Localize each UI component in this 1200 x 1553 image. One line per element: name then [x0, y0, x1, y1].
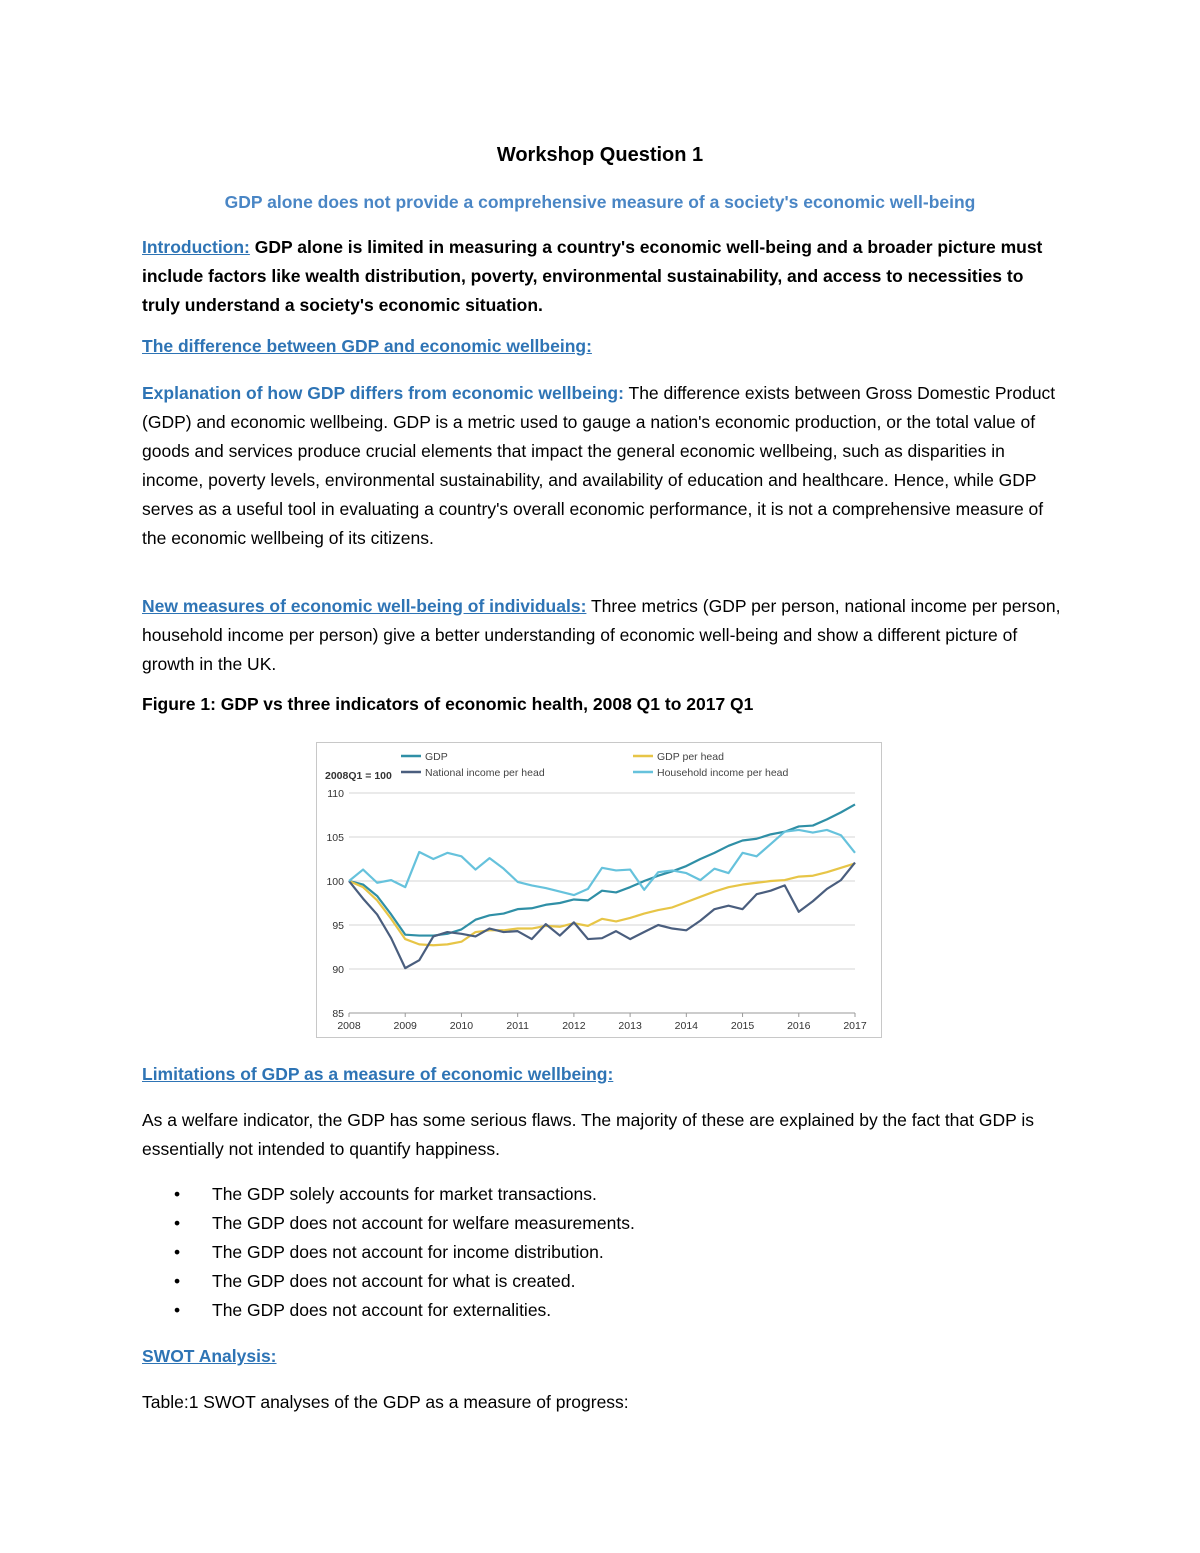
- legend-entry: National income per head: [425, 767, 545, 779]
- y-tick-label: 110: [327, 788, 344, 800]
- introduction-text: GDP alone is limited in measuring a country's economic well-being and a broader picture must include factors like wealth distribution, poverty, environmental sustainability, and access to necessities to truly understand a society's economic situation.: [142, 237, 1043, 315]
- swot-heading: SWOT Analysis:: [142, 1346, 277, 1366]
- page-subtitle: GDP alone does not provide a comprehensive measure of a society's economic well-being: [224, 192, 976, 212]
- legend-entry: GDP per head: [657, 751, 724, 763]
- gdp-chart: [316, 742, 882, 1038]
- y-tick-label: 90: [332, 964, 344, 976]
- x-tick-label: 2008: [337, 1020, 361, 1032]
- difference-heading: The difference between GDP and economic wellbeing:: [142, 336, 592, 356]
- x-tick-label: 2016: [787, 1020, 811, 1032]
- explanation-label: Explanation of how GDP differs from economic wellbeing:: [142, 383, 624, 403]
- series-line-1: [349, 863, 855, 945]
- explanation-paragraph: [142, 379, 1062, 553]
- bullet-icon: •: [174, 1300, 181, 1320]
- list-item: • The GDP does not account for externalities.: [142, 1296, 635, 1325]
- bullet-icon: •: [174, 1242, 181, 1262]
- limitations-list: [142, 1180, 635, 1325]
- x-tick-label: 2009: [393, 1020, 417, 1032]
- y-tick-label: 85: [332, 1008, 344, 1020]
- x-tick-label: 2010: [449, 1020, 474, 1032]
- explanation-text: The difference exists between Gross Domestic Product (GDP) and economic wellbeing. GDP is a metric used to gauge a nation's economic production, or the total value of goods and services produce crucial elements that impact the general economic wellbeing, such as disparities in income, poverty levels, environmental sustainability, and availability of education and healthcare. Hence, while GDP serves as a useful tool in evaluating a country's overall economic performance, it is not a comprehensive measure of the economic wellbeing of its citizens.: [142, 383, 1056, 548]
- limitations-heading: Limitations of GDP as a measure of economic wellbeing:: [142, 1064, 614, 1084]
- bullet-icon: •: [174, 1184, 181, 1204]
- bullet-icon: •: [174, 1213, 181, 1233]
- x-tick-label: 2011: [506, 1020, 529, 1032]
- series-line-3: [349, 830, 855, 895]
- list-item: • The GDP solely accounts for market transactions.: [142, 1180, 635, 1209]
- introduction-paragraph: [142, 233, 1062, 320]
- x-tick-label: 2013: [618, 1020, 642, 1032]
- introduction-label: Introduction:: [142, 237, 250, 257]
- x-tick-label: 2014: [674, 1020, 699, 1032]
- series-line-0: [349, 804, 855, 935]
- y-tick-label: 100: [326, 876, 344, 888]
- list-item: • The GDP does not account for welfare measurements.: [142, 1209, 635, 1238]
- table-caption: Table:1 SWOT analyses of the GDP as a measure of progress:: [142, 1392, 629, 1412]
- x-tick-label: 2015: [730, 1020, 755, 1032]
- bullet-icon: •: [174, 1271, 181, 1291]
- y-tick-label: 105: [326, 832, 344, 844]
- new-measures-text: Three metrics (GDP per person, national income per person, household income per person) give a better understanding of economic well-being and show a different picture of growth in the UK.: [142, 596, 1061, 674]
- y-tick-label: 95: [332, 920, 344, 932]
- new-measures-paragraph: [142, 592, 1062, 679]
- legend-entry: GDP: [425, 751, 448, 763]
- list-item: • The GDP does not account for income distribution.: [142, 1238, 635, 1267]
- index-label: 2008Q1 = 100: [325, 770, 392, 782]
- chart-svg: [317, 743, 881, 1037]
- legend-entry: Household income per head: [657, 767, 789, 779]
- x-tick-label: 2017: [843, 1020, 867, 1032]
- list-item: • The GDP does not account for what is created.: [142, 1267, 635, 1296]
- page-title: Workshop Question 1: [496, 144, 704, 166]
- series-line-2: [349, 863, 855, 969]
- figure-caption: Figure 1: GDP vs three indicators of economic health, 2008 Q1 to 2017 Q1: [142, 694, 754, 714]
- limitations-intro: As a welfare indicator, the GDP has some serious flaws. The majority of these are explained by the fact that GDP is essentially not intended to quantify happiness.: [142, 1110, 1034, 1159]
- x-tick-label: 2012: [562, 1020, 586, 1032]
- new-measures-label: New measures of economic well-being of individuals:: [142, 596, 587, 616]
